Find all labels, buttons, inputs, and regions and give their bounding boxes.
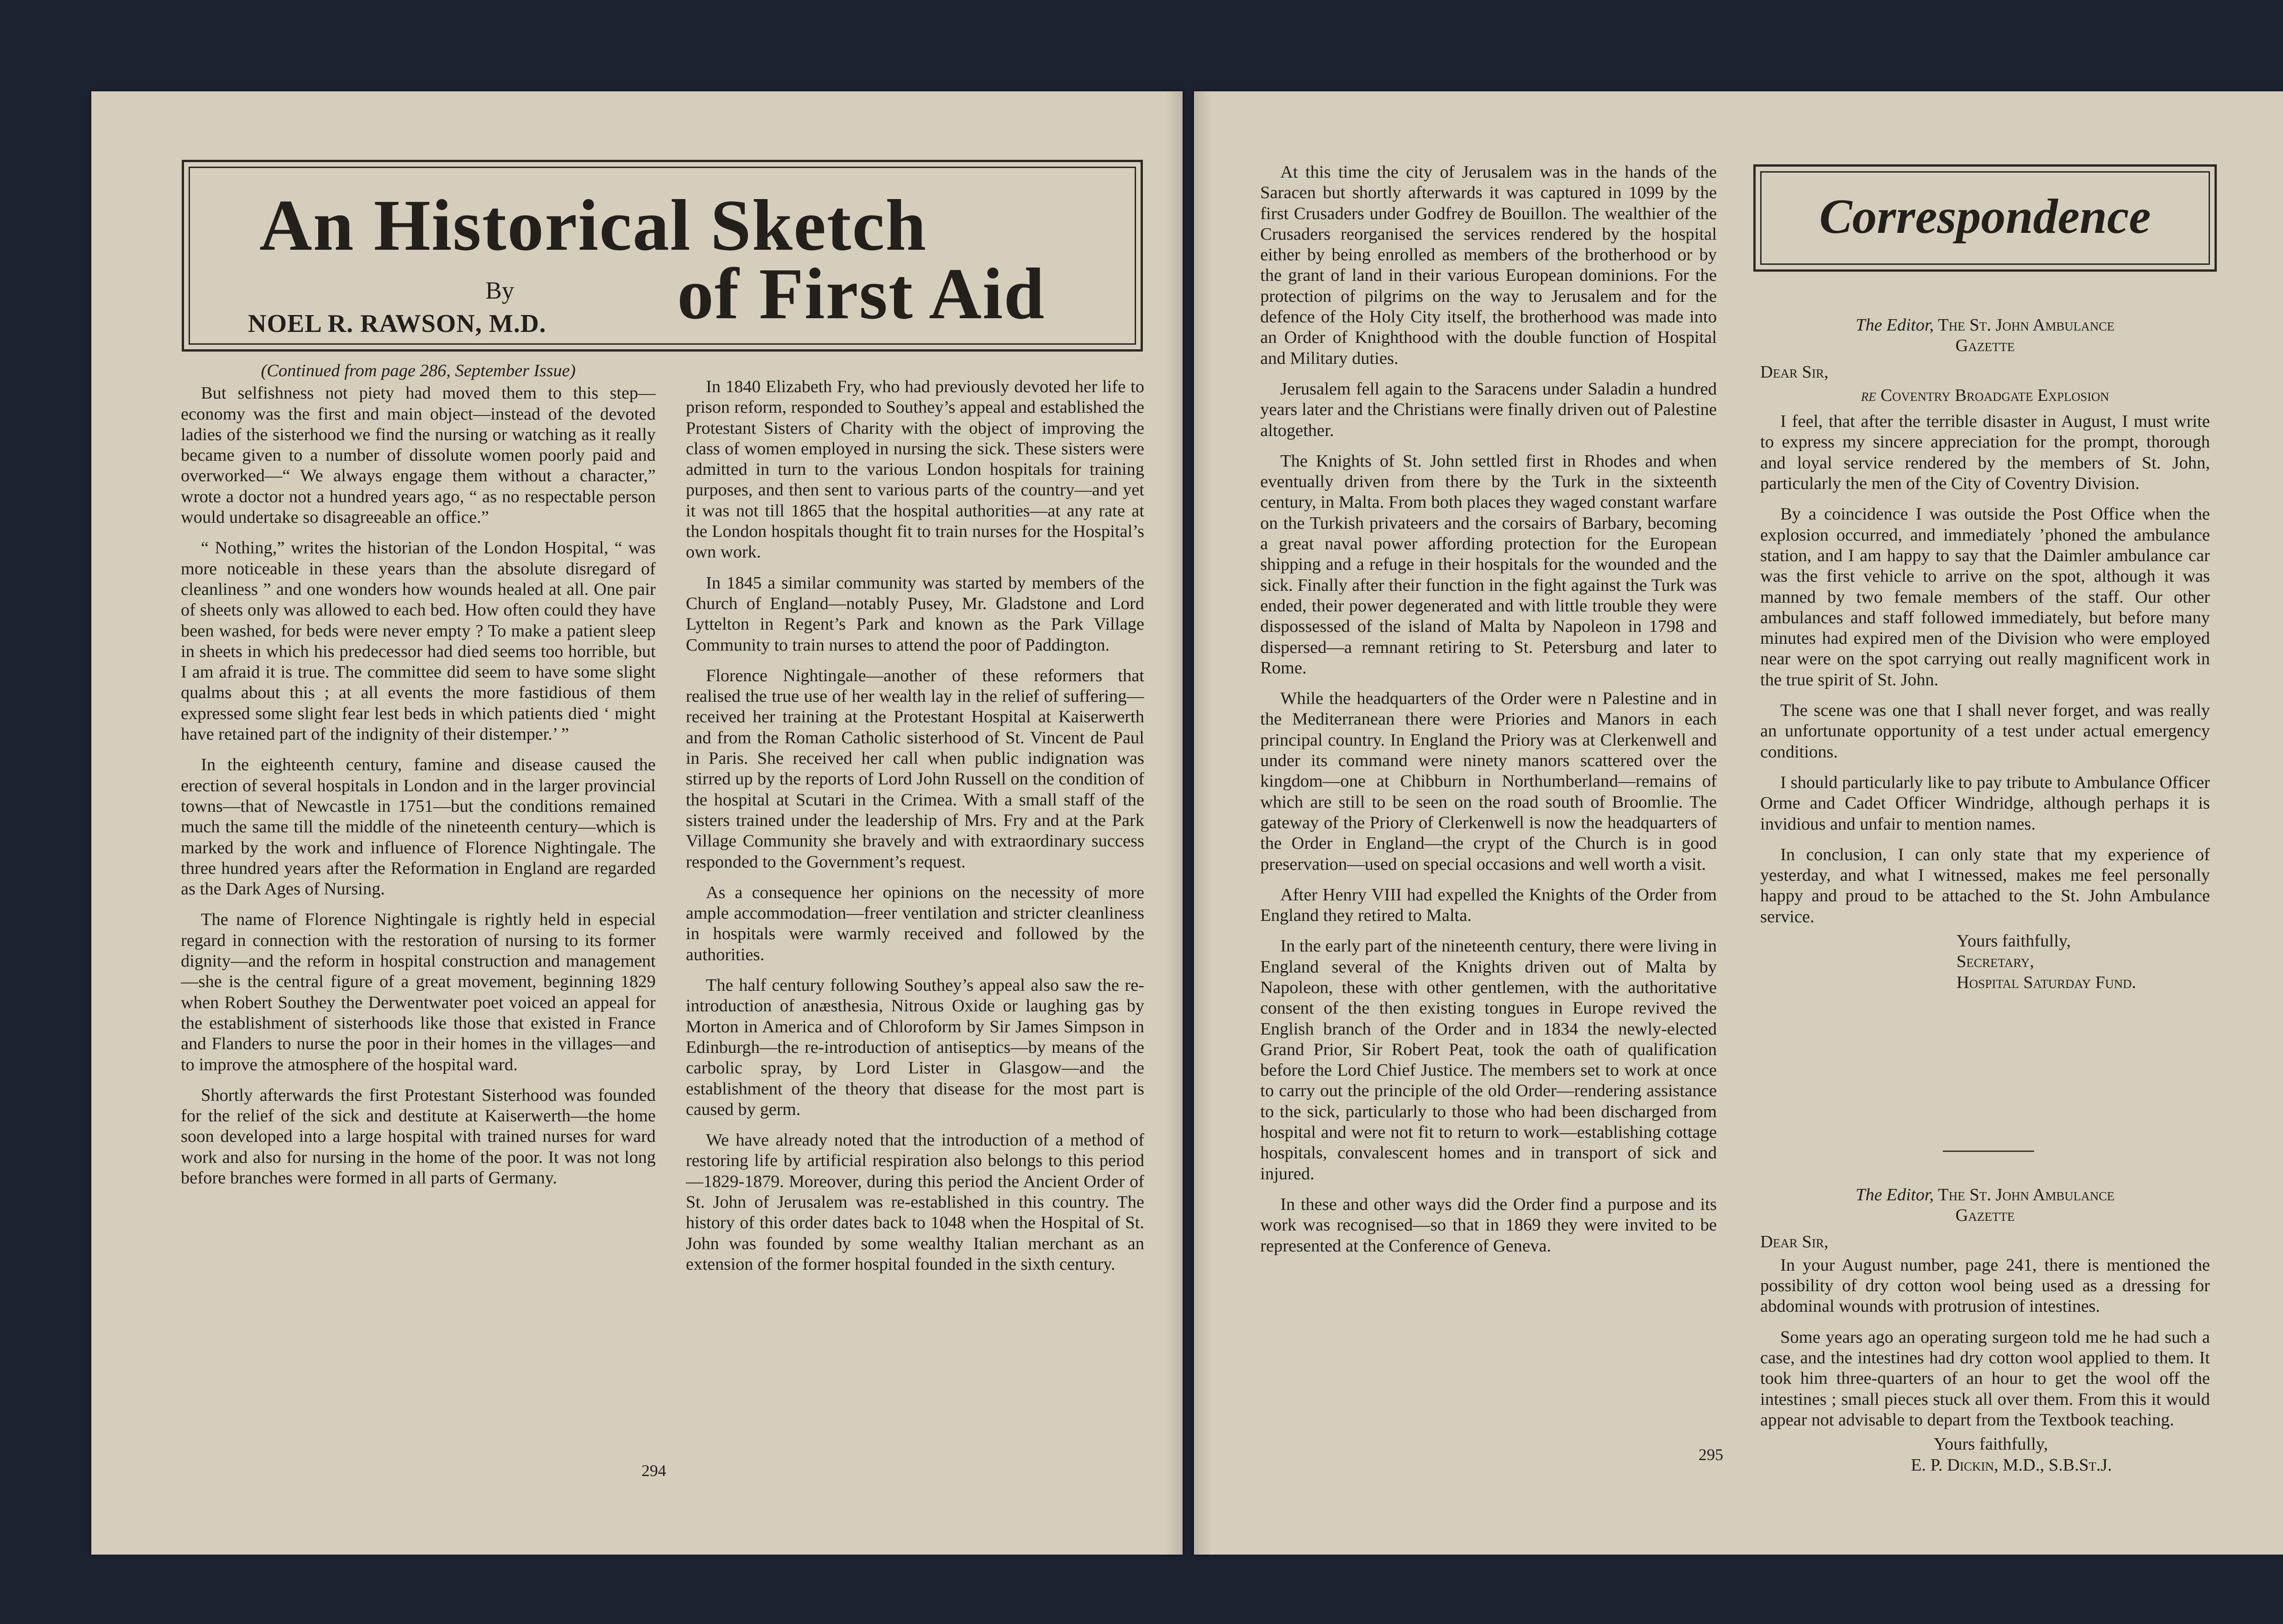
article-title-line-1: An Historical Sketch: [259, 184, 927, 266]
paragraph: We have already noted that the introduction of a method of restoring life by artificial respiration also belongs to this period—1829-1879. Moreover, during this period the Ancient Order of St. John of Jerusalem was re-established in this country. The history of this order dates back to 1048 when the Hospital of St. John was founded by some wealthy Italian merchant as an extension of the former hospital founded in the sixth century.: [686, 1130, 1144, 1274]
paragraph: After Henry VIII had expelled the Knights of the Order from England they retired to Malta.: [1260, 885, 1717, 925]
letter-address: [1760, 315, 2210, 336]
paragraph: I feel, that after the terrible disaster in August, I must write to express my sincere appreciation for the prompt, thorough and loyal service rendered by the members of St. John, particularly the men of the City of Coventry Division.: [1760, 412, 2210, 494]
letter-salutation: Dear Sir,: [1760, 362, 1829, 382]
address-editor: The Editor,: [1856, 315, 1934, 335]
left-page: [91, 91, 1183, 1555]
paragraph: As a consequence her opinions on the necessity of more ample accommodation—freer ventilation and stricter cleanliness in hospitals were warmly received and followed by the authorities.: [686, 883, 1144, 964]
gutter-shadow: [1164, 91, 1183, 1555]
page-number-right: 295: [1699, 1445, 1723, 1464]
paragraph: The name of Florence Nightingale is rightly held in especial regard in connection with the restoration of nursing to its former dignity—and the reform in hospital construction and management—she is the central figure of a great movement, beginning 1829 when Robert Southey the Derwentwater poet voiced an appeal for the establishment of sisterhoods like those that existed in France and Flanders to nurse the poor in their homes in the villages—and to improve the atmosphere of the hospital ward.: [181, 910, 656, 1074]
paragraph: Jerusalem fell again to the Saracens under Saladin a hundred years later and the Christians were finally driven out of Palestine altogether.: [1260, 379, 1717, 440]
address-publication: The St. John Ambulance: [1938, 315, 2115, 335]
letter-address: [1760, 1185, 2210, 1205]
subject-re: re: [1861, 385, 1876, 405]
paragraph: In 1840 Elizabeth Fry, who had previously devoted her life to prison reform, responded to Southey’s appeal and established the Protestant Sisters of Charity with the object of improving the class of women employed in nursing the sick. These sisters were admitted in turn to the various London hospitals for training purposes, and then sent to various parts of the country—and yet it was not till 1865 that the hospital authorities—at any rate at the London hospitals thought fit to train nurses for the Hospital’s own work.: [686, 377, 1144, 562]
paragraph: In conclusion, I can only state that my experience of yesterday, and what I witnessed, makes me feel personally happy and proud to be attached to the St. John Ambulance service.: [1760, 845, 2210, 926]
paragraph: But selfishness not piety had moved them to this step—economy was the first and main object—instead of the devoted ladies of the sisterhood we find the nursing or watching as it really became given to a number of dissolute women poorly paid and overworked—“ We always engage them without a character,” wrote a doctor not a hundred years ago, “ as no respectable person would undertake so disagreeable an office.”: [181, 384, 656, 527]
paragraph: By a coincidence I was outside the Post Office when the explosion occurred, and immediately ’phoned the ambulance station, and I am happy to say that the Daimler ambulance car was the first vehicle to arrive on the spot, although it was manned by two female members of the staff. Our other ambulances and staff followed immediately, but before many minutes had expired men of the Division who were employed near were on the spot carrying out really magnificent work in the true spirit of St. John.: [1760, 505, 2210, 689]
letter-signatory: E. P. Dickin, M.D., S.B.St.J.: [1911, 1455, 2112, 1475]
continued-note: (Continued from page 286, September Issue): [261, 361, 576, 380]
article-title-box: [182, 160, 1143, 352]
gutter-shadow: [1194, 91, 1212, 1555]
letter-subject: [1760, 385, 2210, 406]
letter-organisation: Hospital Saturday Fund.: [1957, 972, 2136, 992]
paragraph: In the eighteenth century, famine and disease caused the erection of several hospitals in London and in the larger provincial towns—that of Newcastle in 1751—but the conditions remained much the same till the middle of the nineteenth century—which is marked by the work and influence of Florence Nightingale. The three hundred years after the Reformation in England are regarded as the Dark Ages of Nursing.: [181, 755, 656, 899]
correspondence-title: Correspondence: [1819, 189, 2151, 244]
paragraph: In these and other ways did the Order find a purpose and its work was recognised—so that in 1869 they were invited to be represented at the Conference of Geneva.: [1260, 1194, 1717, 1256]
paragraph: Florence Nightingale—another of these reformers that realised the true use of her wealth lay in the relief of suffering—received her training at the Protestant Hospital at Kaiserwerth and from the Roman Catholic sisterhood of St. Vincent de Paul in Paris. She received her call when public indignation was stirred up by the reports of Lord John Russell on the condition of the hospital at Scutari in the Crimea. With a small staff of the sisters trained under the leadership of Mrs. Fry and at the Park Village Community she bravely and with extraordinary success responded to the Government’s request.: [686, 666, 1144, 872]
letter-2: [1760, 1185, 2210, 1476]
right-page: [1194, 91, 2283, 1555]
byline-by: By: [485, 277, 515, 304]
paragraph: The half century following Southey’s appeal also saw the re-introduction of anæsthesia, Nitrous Oxide or laughing gas by Morton in America and of Chloroform by Sir James Simpson in Edinburgh—the re-introduction of antiseptics—by means of the carbolic spray, by Lord Lister in Glasgow—and the establishment of the theory that disease for the most part is caused by germ.: [686, 976, 1144, 1119]
paragraph: In the early part of the nineteenth century, there were living in England several of the Knights driven out of Malta by Napoleon, these with other gentlemen, with the authoritative consent of the then existing tongues in Europe revived the English branch of the Order and in 1834 the newly-elected Grand Prior, Sir Robert Peat, took the oath of qualification before the Lord Chief Justice. The members set to work at once to carry out the principle of the old Order—rendering assistance to the sick, particularly to those who had been discharged from hospital and were not fit to return to work—establishing cottage hospitals, convalescent homes and in transport of sick and injured.: [1260, 936, 1717, 1183]
letter-divider: [1943, 1151, 2034, 1152]
paragraph: In your August number, page 241, there is mentioned the possibility of dry cotton wool being used as a dressing for abdominal wounds with protrusion of intestines.: [1760, 1255, 2210, 1316]
paragraph: While the headquarters of the Order were n Palestine and in the Mediterranean there were Priories and Manors in each principal country. In England the Priory was at Clerkenwell and under its command were ninety manors scattered over the kingdom—one at Chibburn in Northumberland—remains of which are still to be seen on the road south of Broomlie. The gateway of the Priory of Clerkenwell is now the headquarters of the Order in England—the crypt of the Church is in good preservation—used on special occasions and well worth a visit.: [1260, 689, 1717, 874]
address-publication: The St. John Ambulance: [1938, 1185, 2115, 1204]
paragraph: I should particularly like to pay tribute to Ambulance Officer Orme and Cadet Officer Windridge, although perhaps it is invidious and unfair to mention names.: [1760, 773, 2210, 834]
letter-address-line-2: Gazette: [1955, 1206, 2015, 1225]
article-column-3: [1260, 162, 1717, 1463]
paragraph: The scene was one that I shall never forget, and was really an unfortunate opportunity of a test under actual emergency conditions.: [1760, 701, 2210, 762]
paragraph: “ Nothing,” writes the historian of the London Hospital, “ was more noticeable in these years than the absolute disregard of cleanliness ” and one wonders how wounds healed at all. One pair of sheets only was allowed to each bed. How often could they have been washed, for beds were never empty ? To make a patient sleep in sheets in which his predecessor had died seems too horrible, but I am afraid it is true. The committee did seem to have some slight qualms about this ; at all events the more fastidious of them expressed some slight fear lest beds in which patients died ‘ might have retained part of the indignity of their distemper.’ ”: [181, 538, 656, 744]
byline-author: NOEL R. RAWSON, M.D.: [248, 310, 547, 338]
article-column-2: [686, 377, 1144, 1532]
paragraph: Some years ago an operating surgeon told me he had such a case, and the intestines had dry cotton wool applied to them. It took him three-quarters of an hour to get the wool off the intestines ; small pieces stuck all over them. From this it would appear not advisable to depart from the Textbook teaching.: [1760, 1327, 2210, 1430]
letter-address-line-2: Gazette: [1955, 336, 2015, 356]
paragraph: In 1845 a similar community was started by members of the Church of England—notably Pusey, Mr. Gladstone and Lord Lyttelton in Regent’s Park and known as the Park Village Community to train nurses to attend the poor of Paddington.: [686, 573, 1144, 655]
paragraph: At this time the city of Jerusalem was in the hands of the Saracen but shortly afterwards it was captured in 1099 by the first Crusaders under Godfrey de Bouillon. The wealthier of the Crusaders reorganised the services rendered by the hospital either by being enrolled as members of the brotherhood or by the grant of land in their various European dominions. For the protection of pilgrims on the way to Jerusalem and for the defence of the Holy City itself, the brotherhood was made into an Order of Knighthood with the double function of Hospital and Military duties.: [1260, 163, 1717, 368]
letter-signoff: Yours faithfully,: [1934, 1435, 2048, 1454]
letter-signoff: Yours faithfully,: [1957, 931, 2071, 951]
subject-text: Coventry Broadgate Explosion: [1880, 385, 2109, 405]
article-title-line-2: of First Aid: [677, 253, 1046, 334]
address-editor: The Editor,: [1856, 1185, 1934, 1204]
letter-salutation: Dear Sir,: [1760, 1232, 1829, 1251]
correspondence-title-box: [1753, 164, 2217, 272]
page-number-left: 294: [642, 1461, 666, 1480]
paragraph: Shortly afterwards the first Protestant Sisterhood was founded for the relief of the sick and destitute at Kaiserwerth—the home soon developed into a large hospital with trained nurses for ward work and also for nursing in the home of the poor. It was not long before branches were formed in all parts of Germany.: [181, 1085, 656, 1188]
letter-1: [1760, 315, 2210, 993]
letter-signatory: Secretary,: [1957, 952, 2034, 972]
paragraph: The Knights of St. John settled first in Rhodes and when eventually driven from there by the Turk in the sixteenth century, in Malta. From both places they waged constant warfare on the Turkish privateers and the corsairs of Barbary, becoming a great naval power affording protection for the European shipping and a refuge in their hospitals for the wounded and the sick. Finally after their function in the fight against the Turk was ended, their power degenerated and with little trouble they were dispossessed of the island of Malta by Napoleon in 1798 and dispersed—a remnant retiring to St. Petersburg and later to Rome.: [1260, 451, 1717, 678]
article-column-1: [181, 361, 656, 1529]
